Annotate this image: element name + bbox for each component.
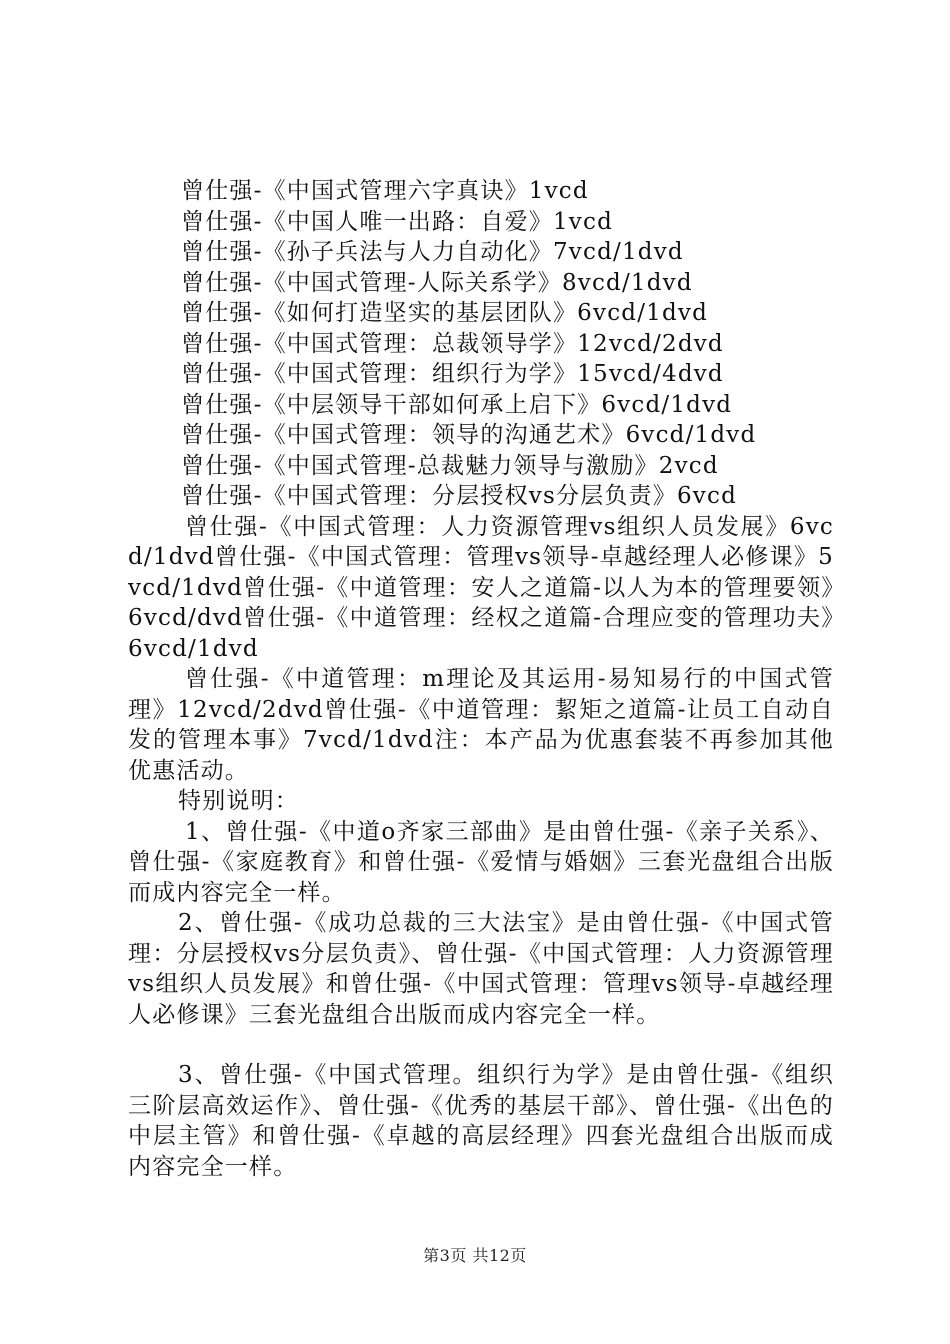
list-item-6: 曾仕强-《中国式管理：总裁领导学》12vcd/2dvd	[181, 330, 724, 357]
special-note-heading: 特别说明：	[178, 788, 299, 814]
list-item-5: 曾仕强-《如何打造坚实的基层团队》6vcd/1dvd	[181, 300, 709, 326]
list-item-11: 曾仕强-《中国式管理：分层授权vs分层负责》6vcd	[181, 483, 737, 509]
list-item-2: 曾仕强-《中国人唯一出路：自爱》1vcd	[181, 208, 614, 235]
list-item-10: 曾仕强-《中国式管理-总裁魅力领导与激励》2vcd	[181, 452, 719, 479]
page-number-footer: 第3页 共12页	[423, 1246, 527, 1265]
list-item-4: 曾仕强-《中国式管理-人际关系学》8vcd/1dvd	[181, 269, 693, 296]
list-item-8: 曾仕强-《中层领导干部如何承上启下》6vcd/1dvd	[181, 391, 733, 418]
special-note-3: 3、曾仕强-《中国式管理。组织行为学》是由曾仕强-《组织三阶层高效运作》、曾仕强-《优秀的基层干部》、曾仕强-《出色的中层主管》和曾仕强-《卓越的高层经理》四套光盘组合出版而成内容完全一样。	[128, 1062, 834, 1180]
list-item-7: 曾仕强-《中国式管理：组织行为学》15vcd/4dvd	[181, 361, 724, 387]
list-item-1: 曾仕强-《中国式管理六字真诀》1vcd	[181, 178, 589, 204]
list-item-9: 曾仕强-《中国式管理：领导的沟通艺术》6vcd/1dvd	[181, 422, 757, 448]
paragraph-spacer	[128, 1030, 834, 1060]
special-note-2: 2、曾仕强-《成功总裁的三大法宝》是由曾仕强-《中国式管理：分层授权vs分层负责》、曾仕强-《中国式管理：人力资源管理vs组织人员发展》和曾仕强-《中国式管理：管理vs领导-卓越经理人必修课》三套光盘组合出版而成内容完全一样。	[128, 910, 834, 1028]
special-note-1: 1、曾仕强-《中道o齐家三部曲》是由曾仕强-《亲子关系》、曾仕强-《家庭教育》和曾仕强-《爱情与婚姻》三套光盘组合出版而成内容完全一样。	[128, 818, 834, 906]
document-body	[128, 176, 834, 1182]
product-paragraph-2: 曾仕强-《中道管理：m理论及其运用-易知易行的中国式管理》12vcd/2dvd曾仕强-《中道管理：絜矩之道篇-让员工自动自发的管理本事》7vcd/1dvd注：本产品为优惠套装不再参加其他优惠活动。	[128, 666, 834, 784]
list-item-3: 曾仕强-《孙子兵法与人力自动化》7vcd/1dvd	[181, 239, 684, 265]
product-paragraph-1: 曾仕强-《中国式管理：人力资源管理vs组织人员发展》6vcd/1dvd曾仕强-《中国式管理：管理vs领导-卓越经理人必修课》5vcd/1dvd曾仕强-《中道管理：安人之道篇-以人为本的管理要领》6vcd/dvd曾仕强-《中道管理：经权之道篇-合理应变的管理功夫》6vcd/1dvd	[128, 513, 834, 662]
